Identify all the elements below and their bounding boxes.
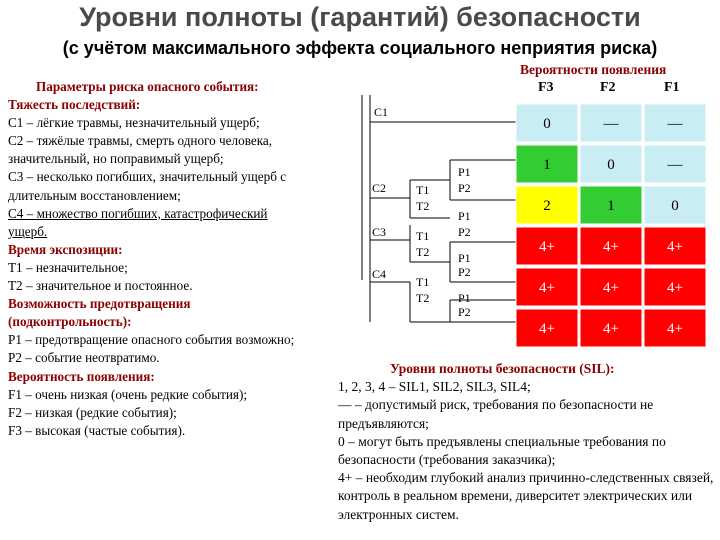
page-subtitle: (с учётом максимального эффекта социального неприятия риска) <box>62 38 658 58</box>
sil-line-4: 4+ – необходим глубокий анализ причинно-следственных связей, контроль в реальном времени, диверситет электрических или электронных систем. <box>338 470 714 522</box>
tree-label-t2-a: T2 <box>416 199 430 213</box>
tree-label-c2: C2 <box>372 181 387 195</box>
probability-header-title: Вероятности появления <box>520 62 667 77</box>
sil-cell-value: 4+ <box>667 239 683 255</box>
tree-label-c3: C3 <box>372 225 387 239</box>
tree-label-p1-a: P1 <box>458 165 471 179</box>
sil-line-2: — – допустимый риск, требования по безопасности не предъявляются; <box>338 397 654 431</box>
sil-cell-value: 4+ <box>603 280 619 296</box>
sil-cell-value: 4+ <box>603 321 619 337</box>
column-header-f2: F2 <box>600 80 616 95</box>
sil-cell-value: 0 <box>543 116 551 132</box>
risk-graph-lines <box>362 95 520 322</box>
tree-label-p2-b: P2 <box>458 225 471 239</box>
sil-cell-value: 4+ <box>667 280 683 296</box>
sil-cell-value: 0 <box>671 198 679 214</box>
tree-label-t2-c: T2 <box>416 291 430 305</box>
sil-cell-value: — <box>603 116 619 132</box>
avoidance-title: Возможность предотвращения (подконтрольность): <box>8 296 191 330</box>
column-header-f1: F1 <box>664 80 680 95</box>
page-title: Уровни полноты (гарантий) безопасности <box>79 2 641 32</box>
tree-label-p1-d: P1 <box>458 291 471 305</box>
avoidance-p1: P1 – предотвращение опасного события возможно; <box>8 332 295 348</box>
sil-legend <box>338 360 716 524</box>
severity-c1: C1 – лёгкие травмы, незначительный ущерб; <box>8 115 260 131</box>
exposure-title: Время экспозиции: <box>8 241 123 257</box>
probability-f1: F1 – очень низкая (очень редкие события); <box>8 386 248 402</box>
sil-cell-value: — <box>667 116 683 132</box>
tree-label-t1-b: T1 <box>416 229 430 243</box>
probability-title: Вероятность появления: <box>8 368 155 384</box>
severity-c3: C3 – несколько погибших, значительный ущерб с длительным восстановлением; <box>8 169 287 203</box>
sil-cell-value: 1 <box>607 198 615 214</box>
sil-cell-value: 2 <box>543 198 551 214</box>
sil-grid <box>516 104 706 347</box>
tree-label-p2-a: P2 <box>458 181 471 195</box>
tree-label-t2-b: T2 <box>416 245 430 259</box>
tree-label-p1-c: P1 <box>458 251 471 265</box>
sil-line-3: 0 – могут быть предъявлены специальные требования по безопасности (требования заказчика); <box>338 433 666 468</box>
legend-header: Параметры риска опасного события: <box>36 79 259 94</box>
tree-label-t1-a: T1 <box>416 183 430 197</box>
sil-line-1: 1, 2, 3, 4 – SIL1, SIL2, SIL3, SIL4; <box>338 379 531 395</box>
probability-f3: F3 – высокая (частые события). <box>8 422 186 438</box>
exposure-t2: T2 – значительное и постоянное. <box>8 278 193 294</box>
exposure-t1: T1 – незначительное; <box>8 259 128 275</box>
probability-f2: F2 – низкая (редкие события); <box>8 404 177 420</box>
sil-cell-value: — <box>667 157 683 173</box>
risk-graph-labels <box>372 105 471 319</box>
sil-title: Уровни полноты безопасности (SIL): <box>390 361 615 376</box>
sil-cell-value: 1 <box>543 157 551 173</box>
tree-label-p2-d: P2 <box>458 305 471 319</box>
column-header-f3: F3 <box>538 80 554 95</box>
severity-c2: C2 – тяжёлые травмы, смерть одного человека, значительный, но поправимый ущерб; <box>8 133 273 167</box>
sil-cell-value: 0 <box>607 157 615 173</box>
sil-cell-value: 4+ <box>539 321 555 337</box>
sil-cell-value: 4+ <box>539 280 555 296</box>
tree-label-c4: C4 <box>372 267 387 281</box>
tree-label-p1-b: P1 <box>458 209 471 223</box>
tree-label-t1-c: T1 <box>416 275 430 289</box>
sil-cell-value: 4+ <box>539 239 555 255</box>
sil-cell-value: 4+ <box>667 321 683 337</box>
severity-c4: C4 – множество погибших, катастрофический ущерб. <box>8 205 268 239</box>
tree-label-p2-c: P2 <box>458 265 471 279</box>
sil-cell-value: 4+ <box>603 239 619 255</box>
severity-title: Тяжесть последствий: <box>8 97 141 113</box>
avoidance-p2: P2 – событие неотвратимо. <box>8 350 160 366</box>
tree-label-c1: C1 <box>374 105 389 119</box>
